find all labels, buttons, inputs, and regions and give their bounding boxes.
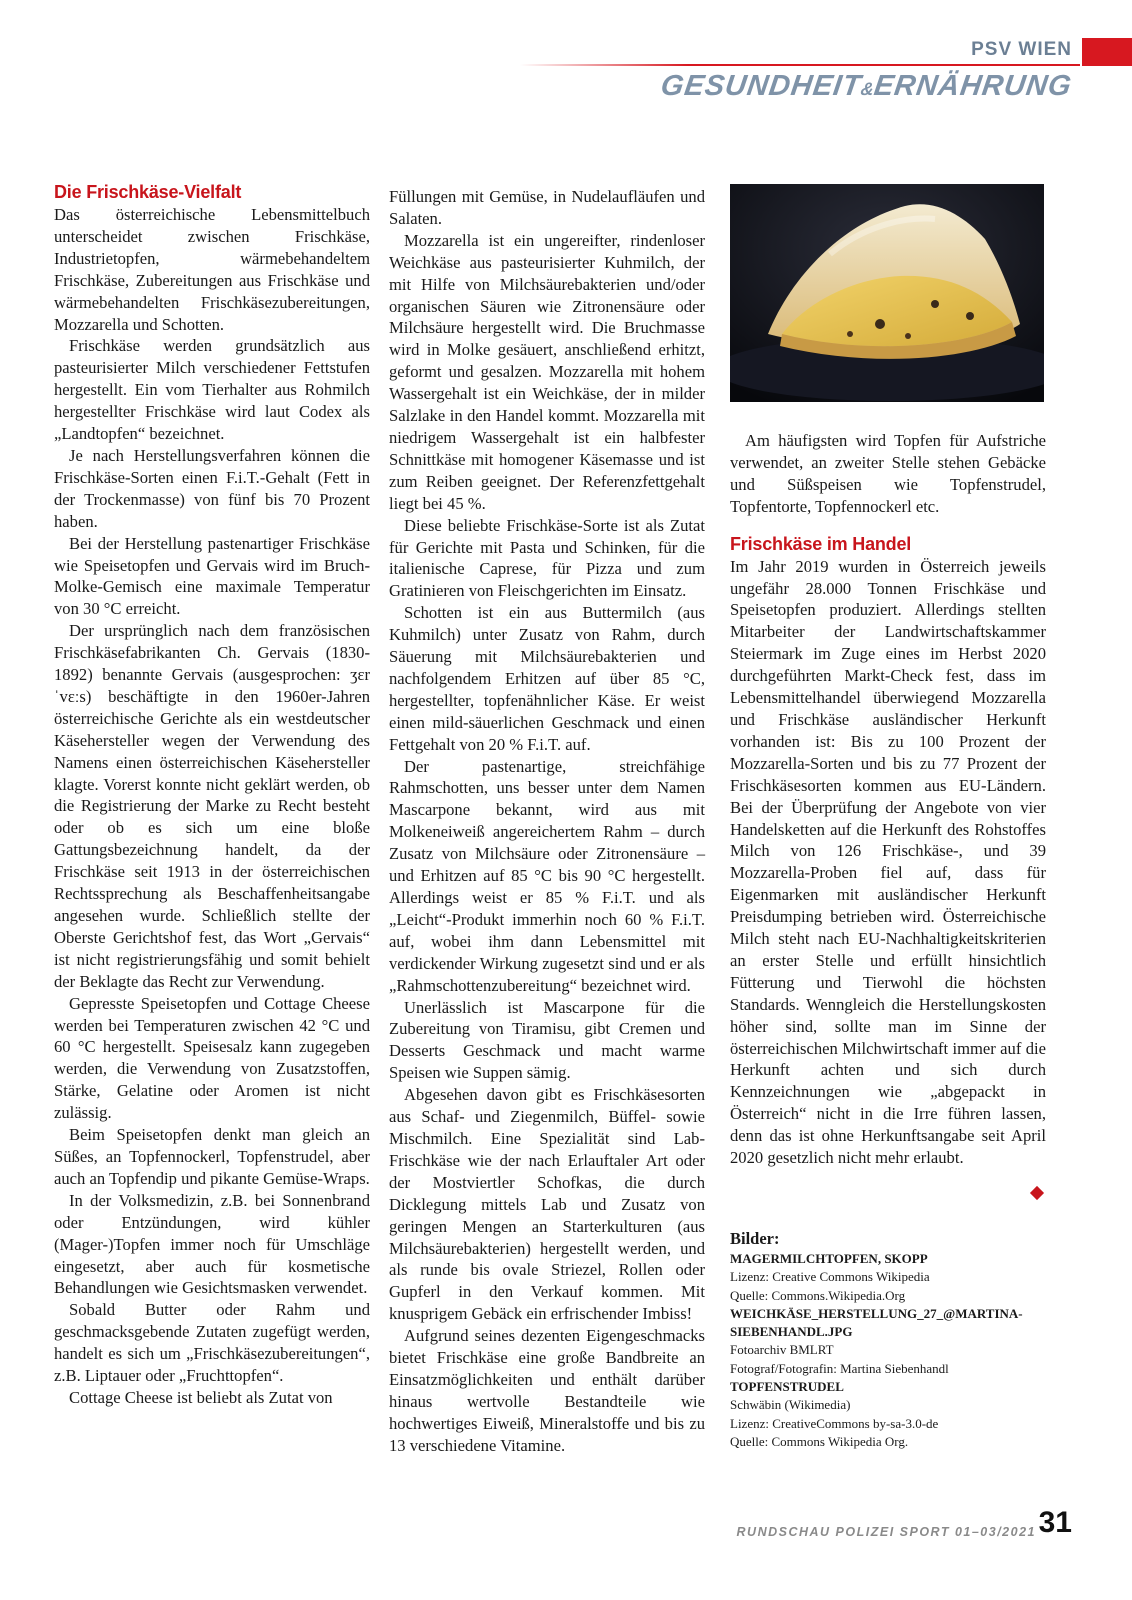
paragraph: Aufgrund seines dezenten Eigengeschmacks bietet Frischkäse eine große Bandbreite an Einsatzmöglichkeiten und enthält darüber hinaus wertvolle Bestandteile wie hochwertiges Eiweiß, Mineralstoffe und bis zu 13 verschiedene Vitamine. — [389, 1326, 705, 1455]
paragraph: Diese beliebte Frischkäse-Sorte ist als Zutat für Gerichte mit Pasta und Schinken, für die italienische Caprese, für Pizza und zum Gratinieren von Fleischgerichten im Einsatz. — [389, 515, 705, 601]
article-column-2 — [389, 186, 705, 1457]
paragraph: Füllungen mit Gemüse, in Nudelaufläufen und Salaten. — [389, 187, 705, 228]
credits-title: Bilder: — [730, 1229, 780, 1248]
paragraph: In der Volksmedizin, z.B. bei Sonnenbrand oder Entzündungen, wird kühler (Mager-)Topfen immer noch für Umschläge eingesetzt, aber auch für kosmetische Behandlungen wie Gesichtsmasken verwendet. — [54, 1190, 370, 1298]
paragraph: Schotten ist ein aus Buttermilch (aus Kuhmilch) unter Zusatz von Rahm, durch Säuerung mit Milchsäurebakterien und nachfolgendem Erhitzen auf über 85 °C, hergestellter, topfenähnlicher Käse. Er weist einen mild-säuerlichen Geschmack und einen Fettgehalt von 20 % F.i.T. auf. — [389, 603, 705, 754]
credit-line: Schwäbin (Wikimedia) — [730, 1397, 851, 1413]
paragraph: Je nach Herstellungsverfahren können die Frischkäse-Sorten einen F.i.T.-Gehalt (Fett in der Trockenmasse) von fünf bis 70 Prozent haben. — [54, 445, 370, 531]
paragraph: Beim Speisetopfen denkt man gleich an Süßes, an Topfennockerl, Topfenstrudel, aber auch an Topfendip und pikante Gemüse-Wraps. — [54, 1125, 370, 1188]
section-title — [659, 70, 1074, 103]
credit-line: Quelle: Commons.Wikipedia.Org — [730, 1287, 906, 1303]
paragraph: Im Jahr 2019 wurden in Österreich jeweils ungefähr 28.000 Tonnen Frischkäse und Speisetopfen produziert. Allerdings stellten Mitarbeiter der Landwirtschaftskammer Steiermark im Zuge eines im Herbst 2020 durchgeführten Markt-Check fest, dass im Lebensmittelhandel überwiegend Mozzarella und Frischkäse ausländischer Herkunft vorhanden ist: Bis zu 100 Prozent der Mozzarella-Sorten und bis zu 77 Prozent der Frischkäsesorten kommen aus EU-Ländern. Bei der Überprüfung der Angebote von vier Handelsketten auf die Herkunft des Rohstoffes Milch von 126 Frischkäse-, und 39 Mozzarella-Proben fiel auf, dass für Eigenmarken mit ausländischer Herkunft Preisdumping betrieben wird. Österreichische Milch steht nach EU-Nachhaltigkeitskriterien an erster Stelle und erfüllt hinsichtlich Fütterung und Tierwohl die höchsten Standards. Wenngleich die Herstellungskosten höher sind, sollte man im Sinne der österreichischen Milchwirtschaft immer auf die Herkunft achten und sich durch Kennzeichnungen wie „abgepackt in Österreich“ nicht in die Irre führen lassen, denn das ist ohne Herkunftsangabe seit April 2020 gesetzlich nicht mehr erlaubt. — [730, 556, 1046, 1168]
article-column-1 — [54, 180, 370, 1409]
section-heading-handel: Frischkäse im Handel — [730, 533, 912, 554]
paragraph: Am häufigsten wird Topfen für Aufstriche verwendet, an zweiter Stelle stehen Gebäcke und Süßspeisen wie Topfenstrudel, Topfentorte, Topfennockerl etc. — [730, 431, 1046, 516]
credit-line: MAGERMILCHTOPFEN, SKOPP — [730, 1251, 928, 1266]
page-number: 31 — [1038, 1506, 1072, 1539]
paragraph: Unerlässlich ist Mascarpone für die Zubereitung von Tiramisu, gibt Cremen und Desserts Geschmack und macht warme Speisen wie Suppen sämig. — [389, 997, 705, 1083]
magazine-footer: RUNDSCHAU POLIZEI SPORT 01–03/2021 — [736, 1525, 1036, 1539]
paragraph: Sobald Butter oder Rahm und geschmacksgebende Zutaten zugefügt werden, handelt es sich um „Frischkäsezubereitungen“, z.B. Liptauer oder „Fruchttopfen“. — [54, 1300, 370, 1386]
paragraph: Bei der Herstellung pastenartiger Frischkäse wie Speisetopfen und Gervais wird im Bruch-Molke-Gemisch eine maximale Temperatur von 30 °C erreicht. — [54, 533, 370, 619]
credit-line: TOPFENSTRUDEL — [730, 1379, 844, 1395]
strudel-illustration — [730, 184, 1044, 402]
section-heading-vielfalt: Die Frischkäse-Vielfalt — [54, 182, 242, 202]
paragraph: Der pastenartige, streichfähige Rahmschotten, uns besser unter dem Namen Mascarpone bekannt, wird aus mit Molkeneiweiß angereichertem Rahm – durch Zusatz von Milchsäure oder Zitronensäure – und Erhitzen auf 85 °C bis 90 °C hergestellt. Allerdings weist er 85 % F.i.T. und als „Leicht“-Produkt immerhin noch 60 % F.i.T. auf, wobei ihm dann Lebensmittel mit verdickender Wirkung zugesetzt sind und er als „Rahmschottenzubereitung“ bezeichnet wird. — [389, 756, 705, 995]
header-rule — [520, 64, 1080, 66]
paragraph: Gepresste Speisetopfen und Cottage Cheese werden bei Temperaturen zwischen 42 °C und 60 °C hergestellt. Speisesalz kann zugegeben werden, die Verwendung von Zusatzstoffen, Stärke, Gelatine oder Aromen ist nicht zulässig. — [54, 993, 370, 1123]
credit-line: WEICHKÄSE_HERSTELLUNG_27_@MARTINA-SIEBENHANDL.JPG — [730, 1305, 1023, 1340]
article-column-3 — [730, 430, 1046, 1169]
paragraph: Der ursprünglich nach dem französischen Frischkäsefabrikanten Ch. Gervais (1830-1892) benannte Gervais (ausgesprochen: ʒɛrˈvɛːs) beschäftigte in den 1960er-Jahren österreichische Gerichte als ein westdeutscher Käsehersteller wegen der Verwendung des Namens einen österreichischen Käsehersteller klagte. Vorerst konnte nicht geklärt werden, ob die Registrierung der Marke zu Recht besteht oder ob es sich um eine bloße Gattungsbezeichnung handelt, da der Frischkäse seit 1913 in der österreichischen Rechtssprechung als Beschaffenheitsangabe angesehen wurde. Schließlich stellte der Oberste Gerichtshof fest, das Wort „Gervais“ ist nicht registrierungsfähig und somit behielt der Beklagte das Recht zur Verwendung. — [54, 621, 370, 991]
credit-line: Lizenz: Creative Commons Wikipedia — [730, 1269, 930, 1285]
paragraph: Abgesehen davon gibt es Frischkäsesorten aus Schaf- und Ziegenmilch, Büffel- sowie Mischmilch. Eine Spezialität sind Lab-Frischkäse wie der nach Erlauftaler Art oder der Mostviertler Schofkas, die durch Dicklegung mittels Lab und Zusatz von geringen Mengen an Starterkulturen (aus Milchsäurebakterien) hergestellt werden, und als runde bis ovale Striezel, Rollen oder Gupferl in den Verkauf kommen. Mit knusprigem Gebäck ein erfrischender Imbiss! — [389, 1085, 705, 1324]
paragraph: Cottage Cheese ist beliebt als Zutat von — [69, 1387, 333, 1407]
section-title-amp: & — [859, 79, 876, 99]
header-red-block — [1082, 38, 1132, 66]
credit-line: Lizenz: CreativeCommons by-sa-3.0-de — [730, 1415, 939, 1431]
credit-line: Fotograf/Fotografin: Martina Siebenhandl — [730, 1360, 949, 1376]
credit-line: Fotoarchiv BMLRT — [730, 1342, 834, 1358]
image-credits — [730, 1228, 1050, 1451]
article-end-mark — [1030, 1186, 1044, 1200]
topfenstrudel-photo — [730, 184, 1044, 402]
section-title-part2: ERNÄHRUNG — [872, 70, 1075, 102]
section-title-part1: GESUNDHEIT — [659, 70, 864, 102]
paragraph: Mozzarella ist ein ungereifter, rindenloser Weichkäse aus pasteurisierter Kuhmilch, der mit Hilfe von Milchsäurebakterien und/oder organischen Säuren wie Zitronensäure oder Milchsäure hergestellt wird. Die Bruchmasse wird in Molke gesäuert, anschließend erhitzt, geformt und gesalzen. Mozzarella mit hohem Wassergehalt ist ein Weichkäse, der in milder Salzlake in den Handel kommt. Mozzarella mit niedrigem Wassergehalt ist ein halbfester Schnittkäse mit homogener Käsemasse und ist zum Reiben geeignet. Der Referenzfettgehalt liegt bei 45 %. — [389, 230, 705, 513]
paragraph: Das österreichische Lebensmittelbuch unterscheidet zwischen Frischkäse, Industrietopfen, wärmebehandeltem Frischkäse, Zubereitungen aus Frischkäse und wärmebehandelten Frischkäsezubereitungen, Mozzarella und Schotten. — [54, 205, 370, 334]
section-label: PSV WIEN — [971, 39, 1072, 60]
paragraph: Frischkäse werden grundsätzlich aus pasteurisierter Milch verschiedener Fettstufen hergestellt. Ein vom Tierhalter aus Rohmilch hergestellter Frischkäse wird laut Codex als „Landtopfen“ bezeichnet. — [54, 336, 370, 444]
credit-line: Quelle: Commons Wikipedia Org. — [730, 1433, 909, 1449]
